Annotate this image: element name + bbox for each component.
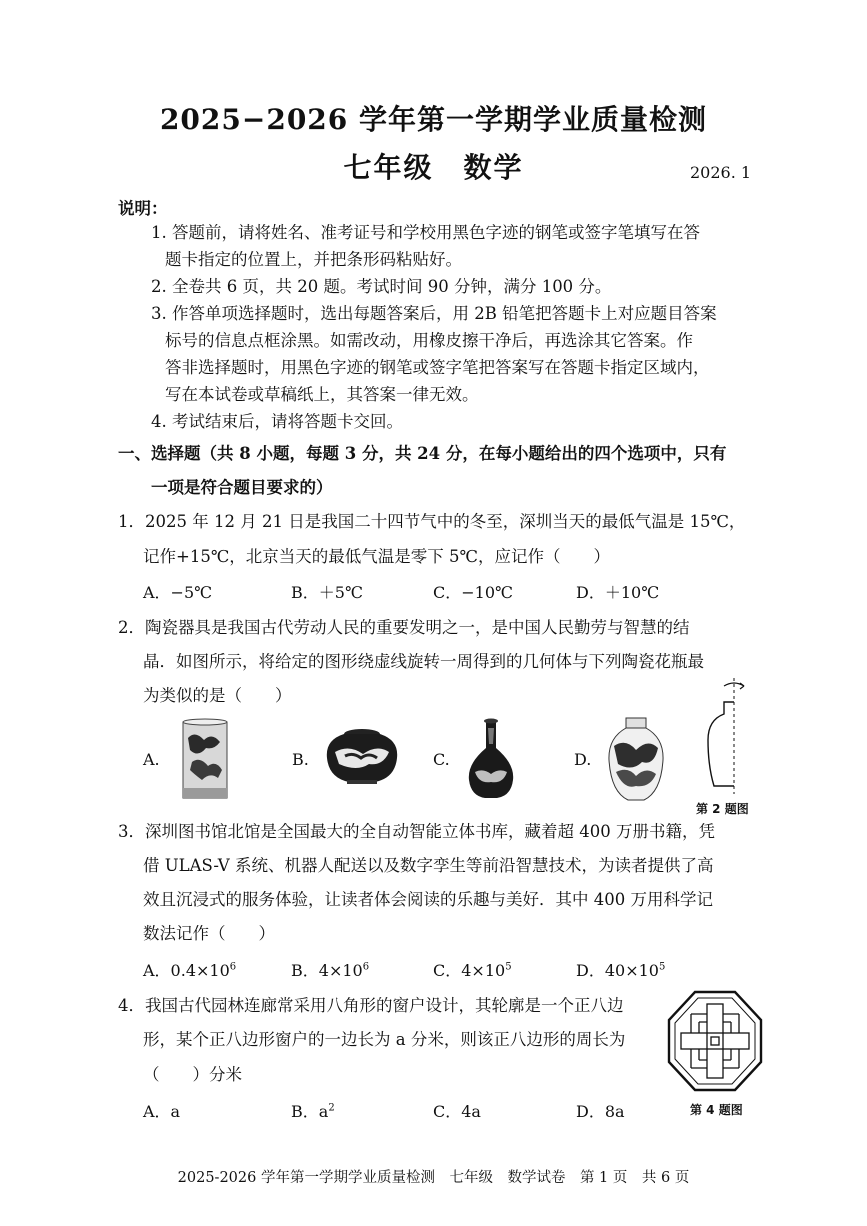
q4-figure-caption: 第 4 题图 [690,1103,743,1117]
q1-option-b: B．＋5℃ [291,583,363,602]
question-3-text: 3．深圳图书馆北馆是全国最大的全自动智能立体书库，藏着超 400 万册书籍，凭 [118,822,715,841]
q3-option-c: C．$4\times 10^5$ [433,961,512,980]
q4-option-a: A．a [143,1102,181,1121]
question-4-text-cont: 形，某个正八边形窗户的一边长为 a 分米，则该正八边形的周长为 [143,1030,626,1049]
question-1-text: 1．2025 年 12 月 21 日是我国二十四节气中的冬至，深圳当天的最低气温是 15℃， [118,512,746,531]
q2-label-b: B. [292,750,309,769]
question-2-text: 2．陶瓷器具是我国古代劳动人民的重要发明之一，是中国人民勤劳与智慧的结 [118,618,690,637]
instruction-line: 题卡指定的位置上，并把条形码粘贴好。 [165,250,462,269]
q1-option-d: D．＋10℃ [576,583,660,602]
instruction-line: 1. 答题前，请将姓名、准考证号和学校用黑色字迹的钢笔或签字笔填写在答 [151,223,700,242]
vase-b-image [323,726,401,786]
exam-date: 2026. 1 [690,163,752,182]
instruction-line: 2. 全卷共 6 页，共 20 题。考试时间 90 分钟，满分 100 分。 [151,277,612,296]
vase-d-image [606,716,666,802]
exam-subtitle: 七年级 数学 [343,151,524,184]
question-3-text-cont: 数法记作（ ） [143,924,275,943]
question-2-text-cont: 晶．如图所示，将给定的图形绕虚线旋转一周得到的几何体与下列陶瓷花瓶最 [143,652,704,671]
page-footer: 2025-2026 学年第一学期学业质量检测 七年级 数学试卷 第 1 页 共 6 页 [177,1170,690,1186]
section-heading: 一、选择题（共 8 小题，每题 3 分，共 24 分，在每小题给出的四个选项中，只有 [118,444,727,463]
question-3-text-cont: 借 ULAS-V 系统、机器人配送以及数字孪生等前沿智慧技术，为读者提供了高 [143,856,714,875]
instruction-line: 答非选择题时，用黑色字迹的钢笔或签字笔把答案写在答题卡指定区域内， [165,358,710,377]
question-4-text-cont: （ ）分米 [143,1065,242,1084]
section-heading-cont: 一项是符合题目要求的） [151,478,333,497]
q2-figure [700,674,760,800]
q4-option-d: D．8a [576,1102,625,1121]
q3-option-b: B．$4\times 10^6$ [291,961,370,980]
instruction-line: 标号的信息点框涂黑。如需改动，用橡皮擦干净后，再选涂其它答案。作 [165,331,693,350]
question-1-text-cont: 记作+15℃，北京当天的最低气温是零下 5℃，应记作（ ） [143,547,610,566]
q4-option-c: C．4a [433,1102,481,1121]
instruction-line: 4. 考试结束后，请将答题卡交回。 [151,412,403,431]
question-4-text: 4．我国古代园林连廊常采用八角形的窗户设计，其轮廓是一个正八边 [118,996,624,1015]
instruction-line: 写在本试卷或草稿纸上，其答案一律无效。 [165,385,479,404]
q3-option-d: D．$40\times 10^5$ [576,961,666,980]
q3-option-a: A．$0.4\times 10^6$ [143,961,237,980]
exam-title: 2025−2026 学年第一学期学业质量检测 [159,103,708,136]
q4-option-b: B．$a^2$ [291,1102,335,1121]
q1-option-c: C．−10℃ [433,583,513,602]
question-2-text-cont: 为类似的是（ ） [143,686,292,705]
vase-a-image [180,718,230,800]
question-3-text-cont: 效且沉浸式的服务体验，让读者体会阅读的乐趣与美好．其中 400 万用科学记 [143,890,713,909]
q2-figure-caption: 第 2 题图 [696,802,749,816]
q2-label-c: C. [433,750,450,769]
vase-c-image [465,718,517,800]
instruction-line: 3. 作答单项选择题时，选出每题答案后，用 2B 铅笔把答题卡上对应题目答案 [151,304,717,323]
instructions-heading: 说明： [118,199,168,218]
octagon-window-figure [667,990,763,1094]
q2-label-d: D. [574,750,592,769]
q1-option-a: A．−5℃ [143,583,213,602]
q2-label-a: A. [143,750,160,769]
